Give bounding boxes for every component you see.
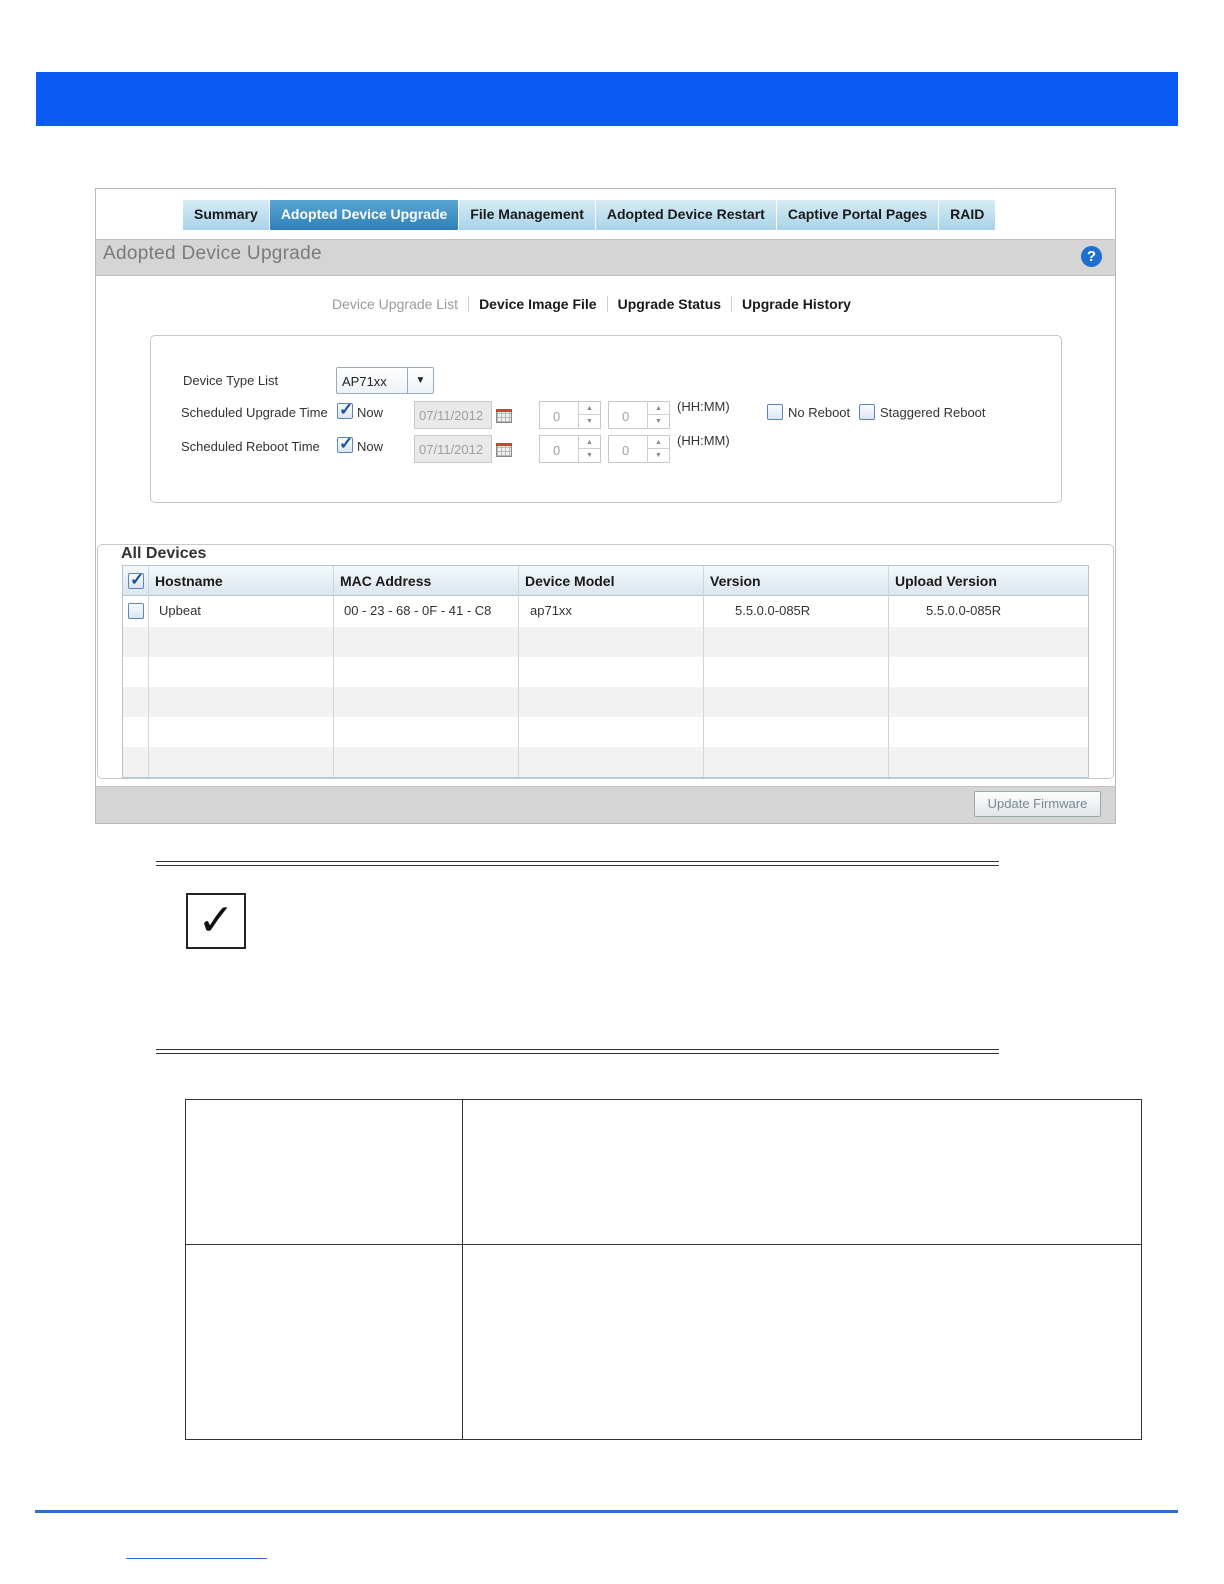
empty-row (123, 657, 1088, 687)
column-header-hostname[interactable]: Hostname (155, 573, 223, 589)
empty-row (123, 747, 1088, 777)
note-bottom-rule (156, 1049, 999, 1054)
cell-device-model: ap71xx (530, 603, 572, 618)
calendar-icon[interactable] (496, 409, 512, 423)
row-checkbox[interactable] (128, 603, 144, 619)
all-devices-title: All Devices (121, 545, 207, 562)
subnav-upgrade-status[interactable]: Upgrade Status (617, 296, 722, 312)
reboot-minute-stepper[interactable] (608, 435, 670, 463)
chevron-up-icon[interactable]: ▲ (579, 402, 600, 415)
stepper-buttons[interactable] (647, 436, 669, 462)
upgrade-hour-stepper[interactable] (539, 401, 601, 429)
tab-raid[interactable]: RAID (939, 200, 996, 230)
tab-bar (183, 200, 996, 230)
tab-file-management[interactable]: File Management (459, 200, 596, 230)
cell-mac-address: 00 - 23 - 68 - 0F - 41 - C8 (344, 603, 492, 618)
chevron-down-icon: ▼ (407, 368, 433, 393)
no-reboot-label: No Reboot (788, 405, 851, 420)
description-table (185, 1099, 1142, 1440)
checkmark-icon: ✓ (186, 893, 246, 949)
chevron-up-icon[interactable]: ▲ (648, 436, 669, 449)
upgrade-date-field[interactable]: 07/11/2012 (414, 401, 492, 429)
page-header-band (36, 72, 1178, 126)
subnav-device-upgrade-list[interactable]: Device Upgrade List (332, 296, 459, 312)
chevron-down-icon[interactable]: ▼ (655, 452, 662, 459)
subnav-device-image-file[interactable]: Device Image File (479, 296, 597, 312)
table-header (123, 566, 1088, 596)
column-divider (148, 566, 149, 777)
upgrade-minute-value: 0 (622, 409, 630, 424)
reboot-time-label: Scheduled Reboot Time (181, 439, 320, 454)
table-row[interactable] (123, 597, 1088, 627)
no-reboot-checkbox[interactable] (767, 404, 783, 420)
column-divider (703, 566, 704, 777)
subnav-separator (731, 296, 732, 312)
footer-rule (35, 1510, 1178, 1513)
question-icon[interactable]: ? (1081, 246, 1102, 267)
reboot-minute-value: 0 (622, 443, 630, 458)
upgrade-time-format: (HH:MM) (677, 399, 730, 414)
column-header-mac-address[interactable]: MAC Address (340, 573, 432, 589)
note-top-rule (156, 861, 999, 866)
device-type-label: Device Type List (183, 373, 279, 388)
chevron-down-icon[interactable]: ▼ (655, 418, 662, 425)
reboot-now-label: Now (357, 439, 384, 454)
chevron-up-icon[interactable]: ▲ (648, 402, 669, 415)
upgrade-hour-value: 0 (553, 409, 561, 424)
table-row-divider (186, 1244, 1141, 1245)
chevron-up-icon[interactable]: ▲ (579, 436, 600, 449)
upgrade-minute-stepper[interactable] (608, 401, 670, 429)
panel-footer (96, 786, 1115, 823)
update-firmware-button[interactable]: Update Firmware (974, 791, 1101, 817)
page-title: Adopted Device Upgrade (103, 243, 322, 264)
subnav-upgrade-history[interactable]: Upgrade History (742, 296, 851, 312)
chevron-down-icon[interactable]: ▼ (586, 418, 593, 425)
column-header-version[interactable]: Version (710, 573, 761, 589)
column-divider (888, 566, 889, 777)
column-header-upload-version[interactable]: Upload Version (895, 573, 997, 589)
calendar-icon[interactable] (496, 443, 512, 457)
column-header-device-model[interactable]: Device Model (525, 573, 615, 589)
tab-captive-portal-pages[interactable]: Captive Portal Pages (777, 200, 939, 230)
tab-adopted-device-upgrade[interactable]: Adopted Device Upgrade (270, 200, 459, 230)
column-divider (518, 566, 519, 777)
upgrade-now-label: Now (357, 405, 384, 420)
upgrade-time-label: Scheduled Upgrade Time (181, 405, 328, 420)
staggered-reboot-label: Staggered Reboot (880, 405, 986, 420)
empty-row (123, 627, 1088, 657)
column-divider (333, 566, 334, 777)
upgrade-now-checkbox[interactable] (337, 403, 353, 419)
sub-navigation (332, 296, 851, 312)
empty-row (123, 687, 1088, 717)
cell-upload-version: 5.5.0.0-085R (926, 603, 1002, 618)
stepper-buttons[interactable] (578, 402, 600, 428)
reboot-now-checkbox[interactable] (337, 437, 353, 453)
staggered-reboot-checkbox[interactable] (859, 404, 875, 420)
tab-summary[interactable]: Summary (183, 200, 270, 230)
stepper-buttons[interactable] (578, 436, 600, 462)
reboot-hour-value: 0 (553, 443, 561, 458)
stepper-buttons[interactable] (647, 402, 669, 428)
device-type-select[interactable] (336, 367, 434, 394)
table-column-divider (462, 1100, 463, 1439)
cell-version: 5.5.0.0-085R (735, 603, 811, 618)
select-all-checkbox[interactable] (128, 573, 144, 589)
reboot-time-format: (HH:MM) (677, 433, 730, 448)
cell-hostname: Upbeat (159, 603, 201, 618)
subnav-separator (468, 296, 469, 312)
device-type-value: AP71xx (342, 374, 387, 389)
reboot-hour-stepper[interactable] (539, 435, 601, 463)
chevron-down-icon[interactable]: ▼ (586, 452, 593, 459)
devices-table (122, 565, 1089, 778)
footer-link-underline (126, 1558, 267, 1559)
tab-adopted-device-restart[interactable]: Adopted Device Restart (596, 200, 777, 230)
empty-row (123, 717, 1088, 747)
reboot-date-field[interactable]: 07/11/2012 (414, 435, 492, 463)
subnav-separator (607, 296, 608, 312)
